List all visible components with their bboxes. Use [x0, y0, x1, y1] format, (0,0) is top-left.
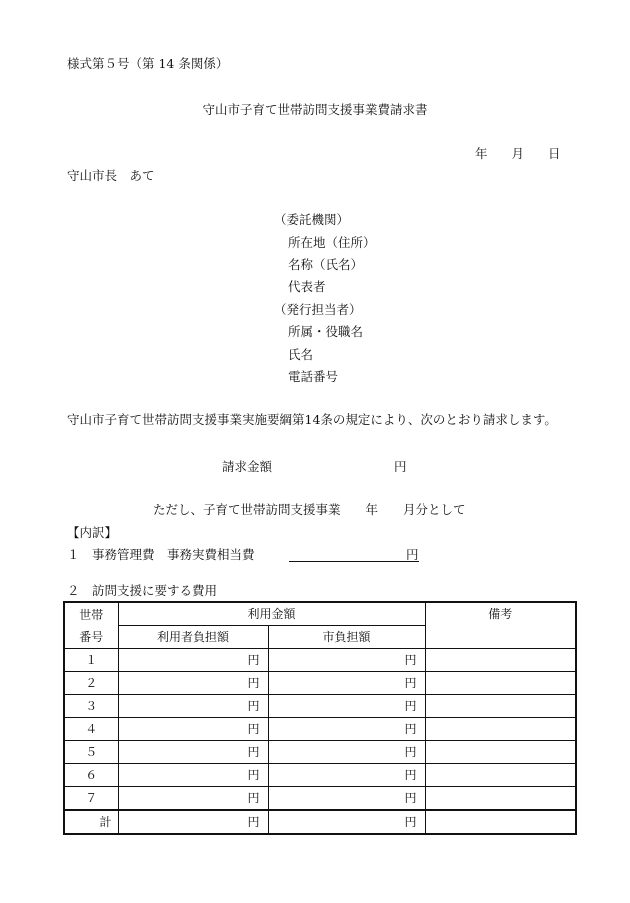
total-remarks-cell[interactable] [425, 810, 576, 834]
fee-table [63, 601, 577, 835]
table-row [64, 741, 576, 764]
item1-underline [289, 561, 419, 562]
table-row [64, 649, 576, 672]
user-share-cell[interactable]: 円 [118, 672, 268, 695]
row-number: ７ [64, 787, 118, 811]
row-number: ４ [64, 718, 118, 741]
issuer-heading: （発行担当者） [274, 302, 362, 317]
addressee: 守山市長 あて [67, 168, 155, 183]
city-share-cell[interactable]: 円 [268, 787, 425, 811]
usage-amount-header: 利用金額 [118, 602, 425, 626]
row-number: ６ [64, 764, 118, 787]
date-year-label: 年 [475, 146, 488, 161]
total-row [64, 810, 576, 834]
total-user-share-cell[interactable]: 円 [118, 810, 268, 834]
issuer-phone-label: 電話番号 [288, 369, 339, 384]
item2-label: ２ 訪問支援に要する費用 [67, 583, 218, 598]
table-row [64, 672, 576, 695]
date-line [475, 146, 561, 162]
city-share-cell[interactable]: 円 [268, 764, 425, 787]
user-share-cell[interactable]: 円 [118, 718, 268, 741]
contractor-address-label: 所在地（住所） [288, 235, 376, 250]
row-number: １ [64, 649, 118, 672]
table-row [64, 718, 576, 741]
contractor-representative-label: 代表者 [288, 279, 326, 294]
remarks-cell[interactable] [425, 718, 576, 741]
remarks-cell[interactable] [425, 649, 576, 672]
body-text: 守山市子育て世帯訪問支援事業実施要綱第14条の規定により、次のとおり請求します。 [67, 412, 557, 427]
household-number-header-line1: 世帯 [79, 607, 104, 622]
proviso-note: ただし、子育て世帯訪問支援事業 年 月分として [153, 502, 466, 517]
issuer-name-label: 氏名 [288, 347, 314, 362]
remarks-header: 備考 [425, 602, 576, 649]
table-row [64, 695, 576, 718]
row-number: ２ [64, 672, 118, 695]
document-title: 守山市子育て世帯訪問支援事業費請求書 [202, 102, 428, 117]
amount-yen-unit: 円 [394, 459, 407, 474]
table-row [64, 764, 576, 787]
form-number: 様式第５号（第 14 条関係） [67, 56, 229, 71]
issuer-affiliation-label: 所属・役職名 [288, 324, 364, 339]
date-day-label: 日 [548, 146, 561, 161]
city-share-cell[interactable]: 円 [268, 718, 425, 741]
remarks-cell[interactable] [425, 741, 576, 764]
user-share-cell[interactable]: 円 [118, 741, 268, 764]
row-number: ５ [64, 741, 118, 764]
user-share-header: 利用者負担額 [118, 626, 268, 649]
user-share-cell[interactable]: 円 [118, 695, 268, 718]
user-share-cell[interactable]: 円 [118, 649, 268, 672]
remarks-cell[interactable] [425, 787, 576, 811]
city-share-cell[interactable]: 円 [268, 741, 425, 764]
total-label: 計 [64, 810, 118, 834]
household-number-header [64, 602, 118, 649]
city-share-cell[interactable]: 円 [268, 672, 425, 695]
user-share-cell[interactable]: 円 [118, 764, 268, 787]
remarks-cell[interactable] [425, 764, 576, 787]
amount-label: 請求金額 [222, 459, 273, 474]
contractor-heading: （委託機関） [274, 212, 350, 227]
household-number-header-line2: 番号 [79, 629, 104, 644]
table-row [64, 787, 576, 811]
breakdown-heading: 【内訳】 [67, 525, 118, 540]
item1-yen-unit: 円 [406, 547, 419, 562]
remarks-cell[interactable] [425, 695, 576, 718]
contractor-name-label: 名称（氏名） [288, 257, 364, 272]
city-share-cell[interactable]: 円 [268, 695, 425, 718]
remarks-cell[interactable] [425, 672, 576, 695]
row-number: ３ [64, 695, 118, 718]
total-city-share-cell[interactable]: 円 [268, 810, 425, 834]
item1-label: １ 事務管理費 事務実費相当費 [67, 547, 255, 562]
city-share-cell[interactable]: 円 [268, 649, 425, 672]
user-share-cell[interactable]: 円 [118, 787, 268, 811]
city-share-header: 市負担額 [268, 626, 425, 649]
date-month-label: 月 [511, 146, 525, 161]
